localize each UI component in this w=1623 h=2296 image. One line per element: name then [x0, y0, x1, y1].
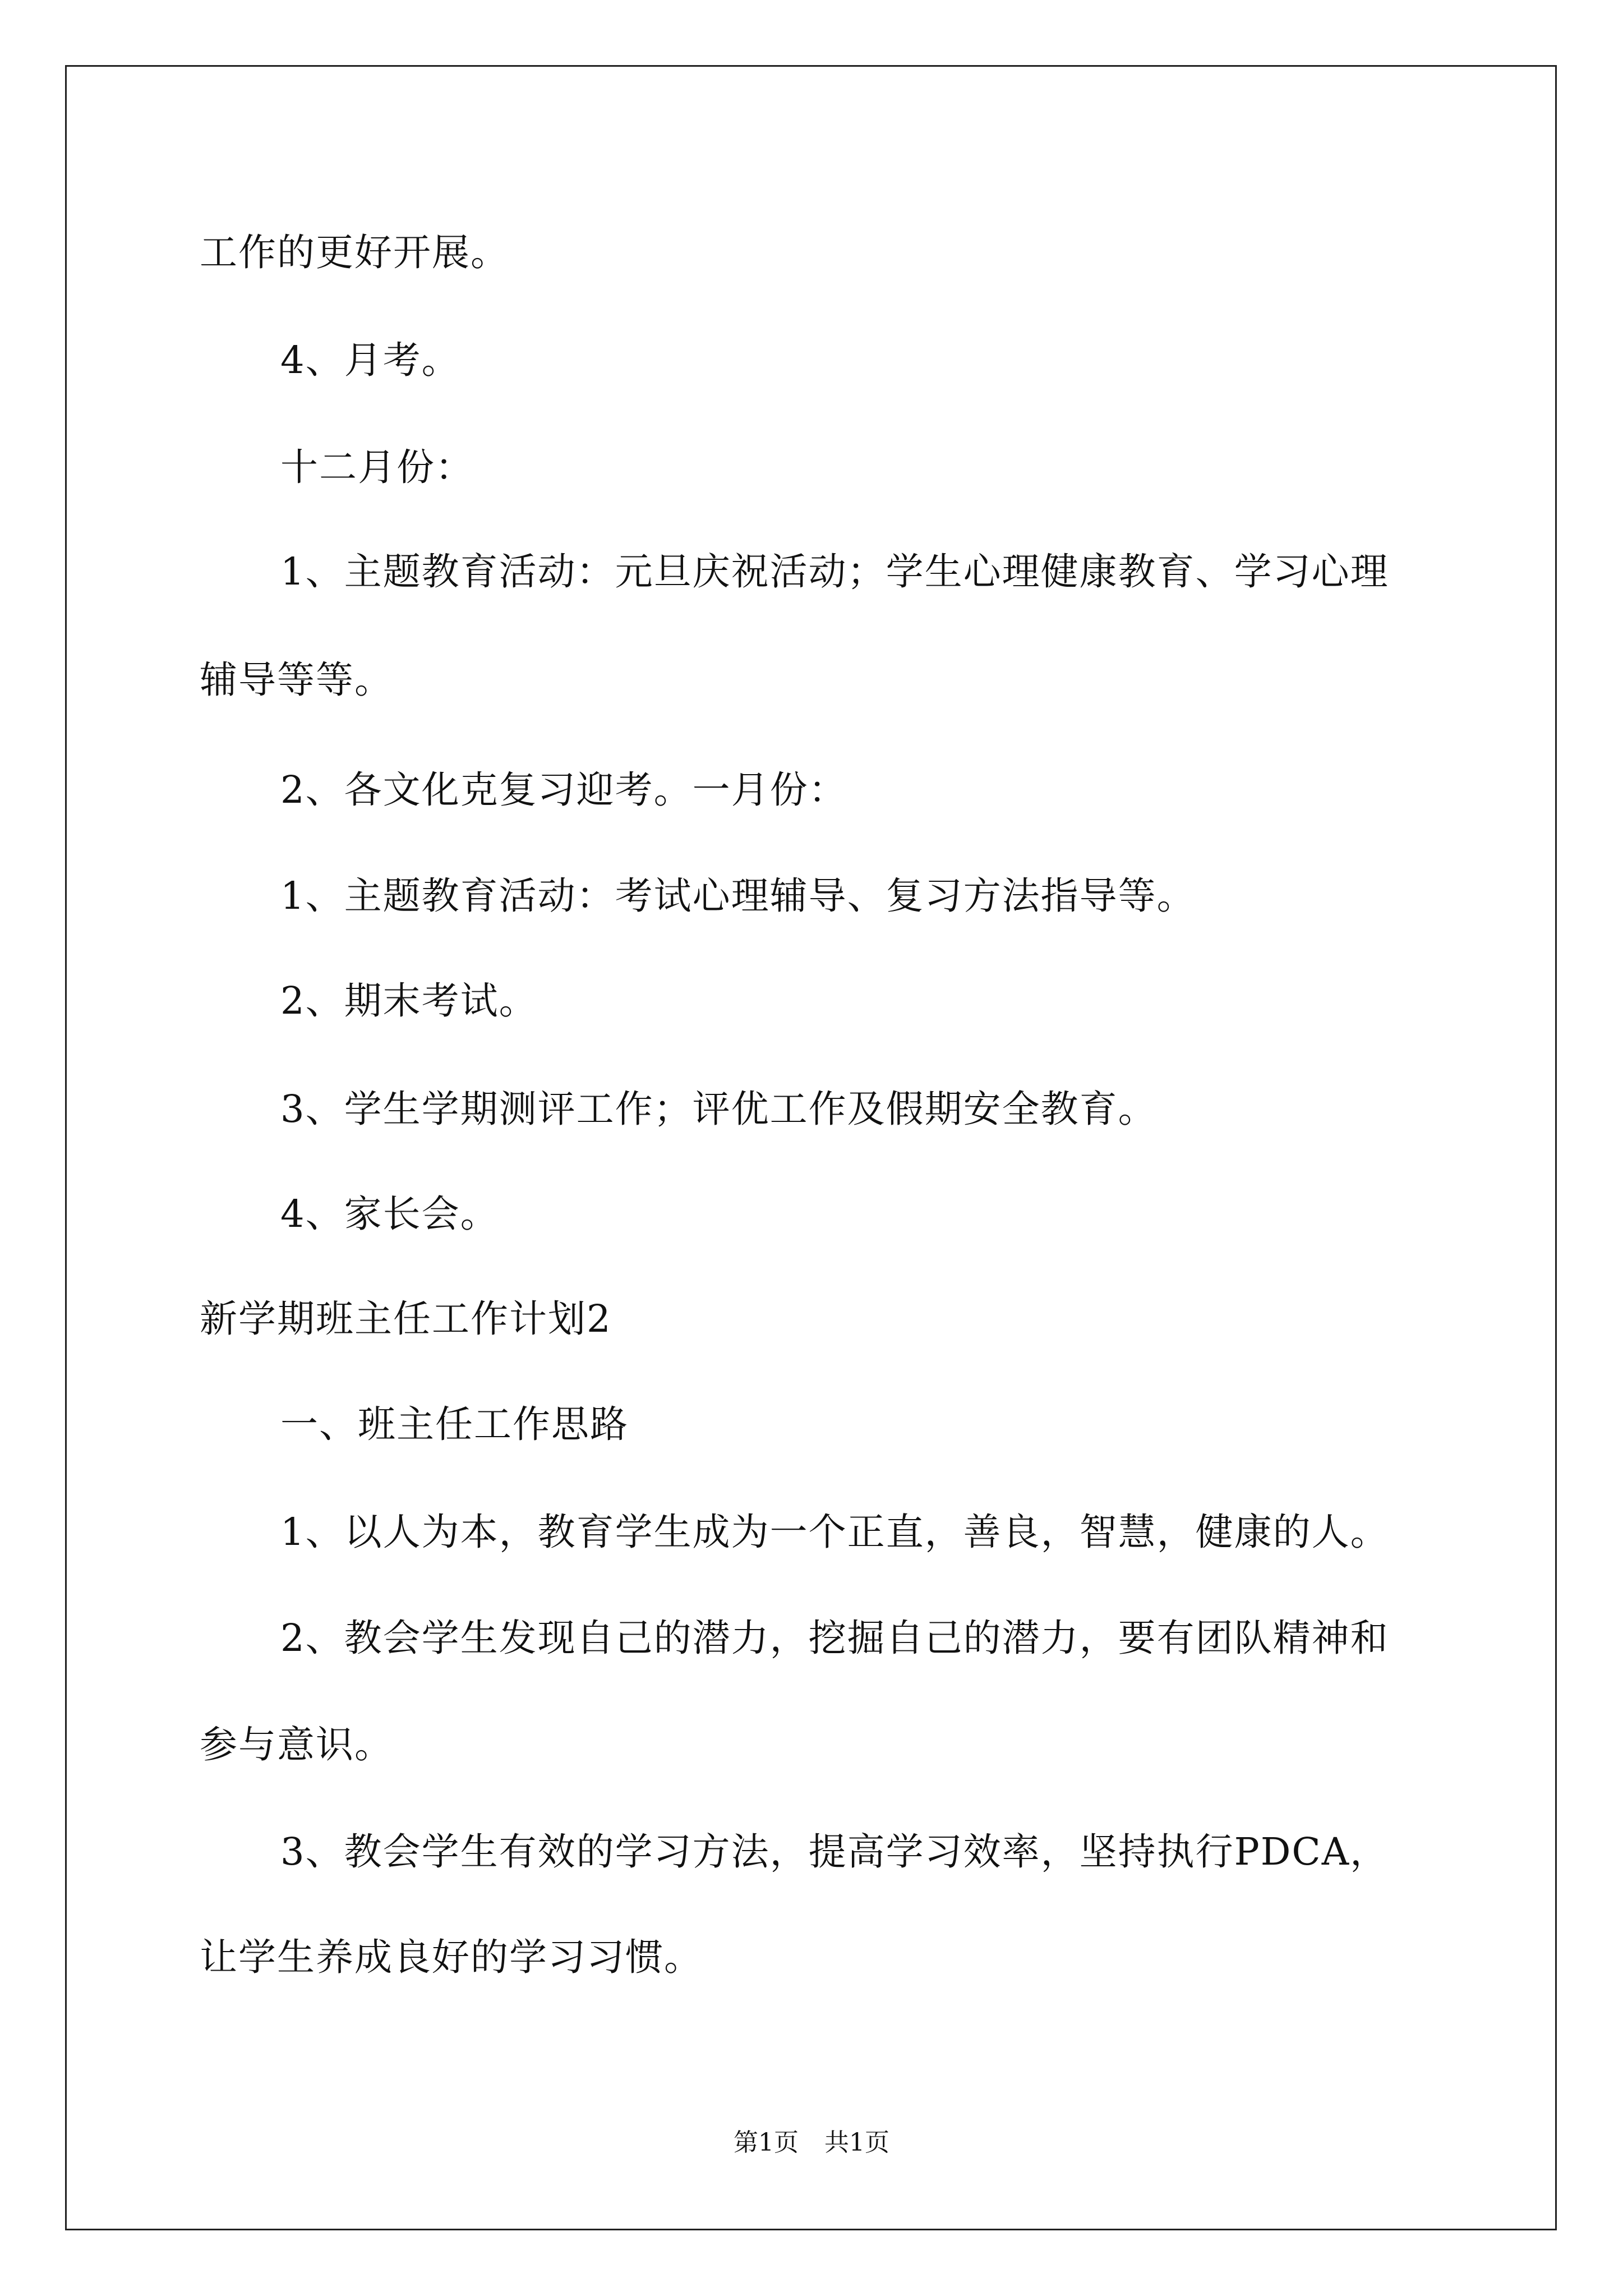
paragraph-line: 让学生养成良好的学习习惯。 — [200, 1935, 703, 1979]
paragraph-line: 4、月考。 — [280, 338, 460, 382]
page-total: 共1页 — [824, 2128, 889, 2157]
paragraph-line: 2、各文化克复习迎考。一月份： — [280, 768, 847, 812]
page-number: 第1页 — [734, 2128, 799, 2157]
paragraph-line: 十二月份： — [280, 445, 474, 489]
paragraph-line: 4、家长会。 — [280, 1192, 499, 1236]
paragraph-line: 1、主题教育活动：考试心理辅导、复习方法指导等。 — [280, 874, 1196, 918]
paragraph-line: 3、教会学生有效的学习方法，提高学习效率，坚持执行PDCA， — [280, 1830, 1389, 1874]
page-footer — [0, 2127, 1623, 2159]
paragraph-line: 一、班主任工作思路 — [280, 1402, 629, 1446]
section-heading: 新学期班主任工作计划2 — [200, 1297, 612, 1341]
paragraph-line: 2、教会学生发现自己的潜力，挖掘自己的潜力，要有团队精神和 — [280, 1616, 1389, 1660]
page-border — [65, 65, 1557, 2230]
paragraph-line: 辅导等等。 — [200, 658, 393, 702]
paragraph-line: 2、期末考试。 — [280, 979, 538, 1023]
paragraph-line: 参与意识。 — [200, 1723, 393, 1766]
paragraph-line: 1、主题教育活动：元旦庆祝活动；学生心理健康教育、学习心理 — [280, 550, 1389, 593]
paragraph-line: 3、学生学期测评工作；评优工作及假期安全教育。 — [280, 1087, 1157, 1131]
paragraph-line: 工作的更好开展。 — [200, 231, 509, 274]
paragraph-line: 1、以人为本，教育学生成为一个正直，善良，智慧，健康的人。 — [280, 1510, 1389, 1554]
